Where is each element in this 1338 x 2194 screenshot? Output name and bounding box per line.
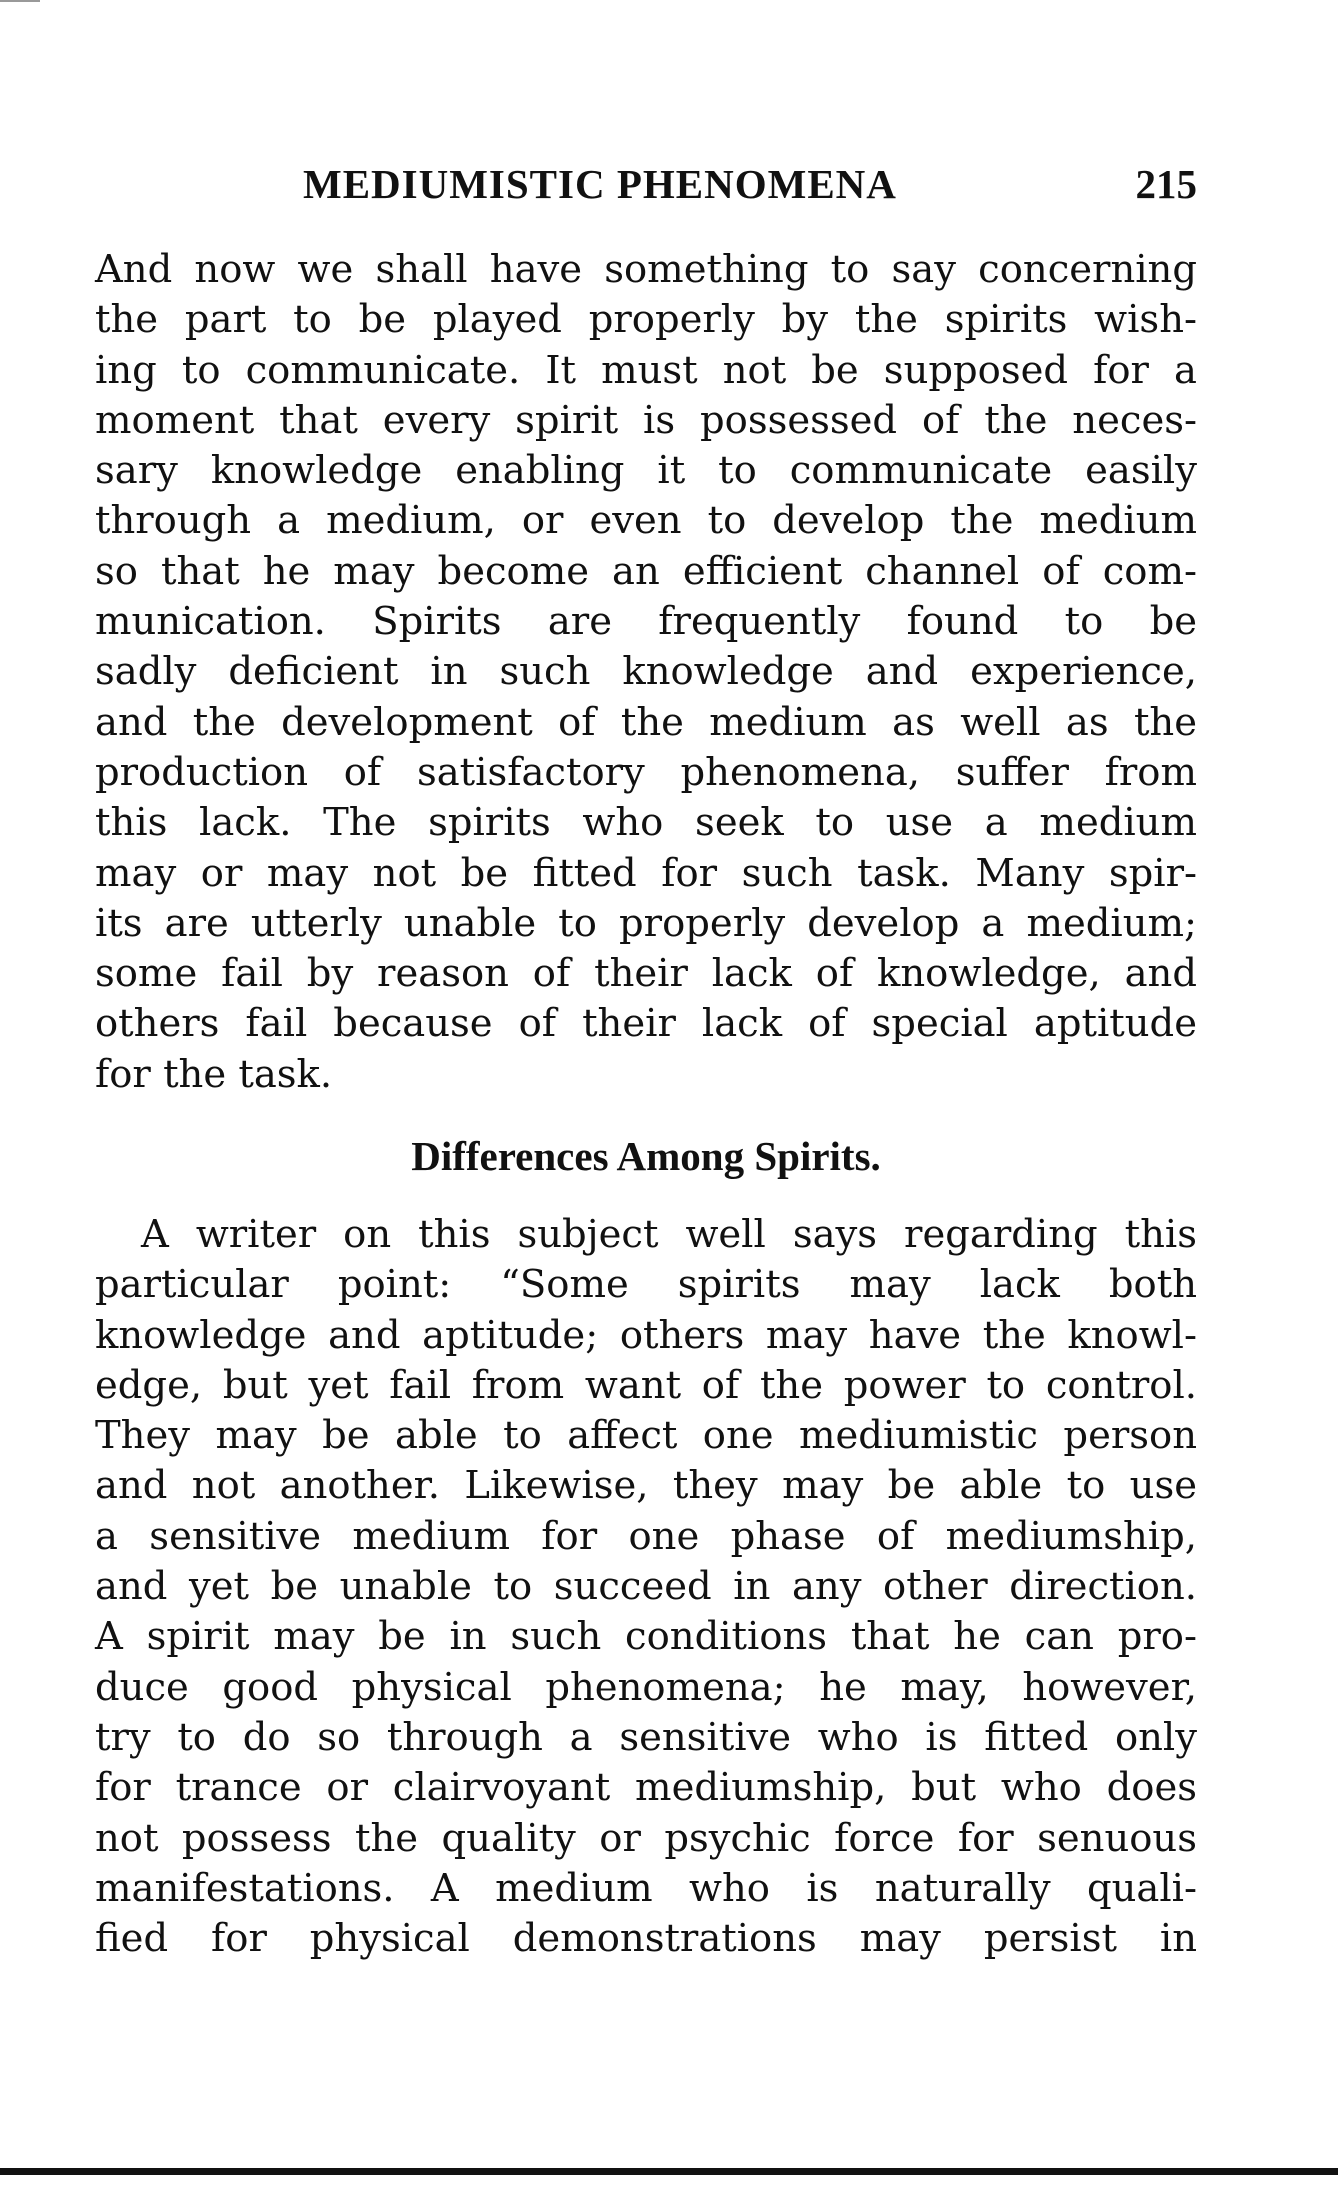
text-line: may or may not be fitted for such task. Many spir- <box>95 850 1197 896</box>
paragraph-2 <box>95 1210 1197 1964</box>
text-line: through a medium, or even to develop the medium <box>95 498 1197 544</box>
text-line: some fail by reason of their lack of knowledge, and <box>95 951 1197 997</box>
bottom-rule <box>0 2168 1338 2175</box>
text-line: sadly deficient in such knowledge and experience, <box>95 649 1197 695</box>
book-page <box>95 0 1197 2194</box>
scan-mark <box>0 0 40 2</box>
text-line: for trance or clairvoyant mediumship, but who does <box>95 1765 1197 1811</box>
page-number: 215 <box>1135 161 1197 207</box>
text-line: edge, but yet fail from want of the power to control. <box>95 1362 1197 1408</box>
text-line: A writer on this subject well says regarding this <box>141 1212 1197 1257</box>
text-line: And now we shall have something to say concerning <box>95 247 1197 292</box>
text-line: for the task. <box>95 1051 333 1097</box>
text-line: A spirit may be in such conditions that he can pro- <box>95 1614 1197 1660</box>
running-head <box>95 160 1197 212</box>
text-line: and the development of the medium as well as the <box>95 699 1197 745</box>
text-line: duce good physical phenomena; he may, however, <box>95 1664 1197 1710</box>
text-line: a sensitive medium for one phase of mediumship, <box>95 1513 1197 1559</box>
text-line: and yet be unable to succeed in any other direction. <box>95 1564 1197 1610</box>
text-line: knowledge and aptitude; others may have the knowl- <box>95 1312 1197 1358</box>
running-title: MEDIUMISTIC PHENOMENA <box>303 161 897 207</box>
paragraph-1 <box>95 245 1197 1100</box>
text-line: others fail because of their lack of special aptitude <box>95 1001 1197 1047</box>
text-line: manifestations. A medium who is naturally quali- <box>95 1865 1197 1911</box>
text-line: sary knowledge enabling it to communicate easily <box>95 448 1197 494</box>
text-line: this lack. The spirits who seek to use a medium <box>95 800 1197 846</box>
text-line: fied for physical demonstrations may persist in <box>95 1916 1197 1962</box>
text-line: and not another. Likewise, they may be able to use <box>95 1463 1197 1509</box>
text-line: ing to communicate. It must not be supposed for a <box>95 347 1197 393</box>
text-line: munication. Spirits are frequently found to be <box>95 599 1197 645</box>
text-line: try to do so through a sensitive who is fitted only <box>95 1714 1197 1760</box>
text-line: moment that every spirit is possessed of the neces- <box>95 397 1197 443</box>
text-line: not possess the quality or psychic force for senuous <box>95 1815 1197 1861</box>
text-line: They may be able to affect one mediumistic person <box>95 1413 1197 1459</box>
text-line: its are utterly unable to properly develop a medium; <box>95 900 1197 946</box>
text-line: particular point: “Some spirits may lack both <box>95 1262 1197 1308</box>
section-heading: Differences Among Spirits. <box>411 1133 881 1179</box>
text-line: the part to be played properly by the spirits wish- <box>95 297 1197 343</box>
text-line: production of satisfactory phenomena, suffer from <box>95 749 1197 795</box>
text-line: so that he may become an efficient channel of com- <box>95 548 1197 594</box>
